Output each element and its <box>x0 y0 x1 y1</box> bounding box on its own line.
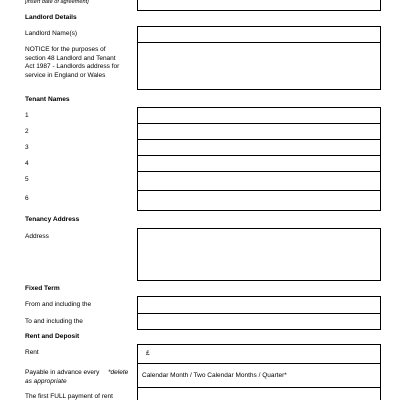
rent-amount-field[interactable] <box>137 344 381 364</box>
landlord-notice-line-3: Act 1987 - Landlords address for <box>25 63 120 70</box>
agreement-date-hint: [insert date of agreement] <box>25 0 89 5</box>
term-from-field[interactable] <box>137 296 381 314</box>
rent-and-deposit-heading: Rent and Deposit <box>25 333 80 340</box>
tenant-number-label: 6 <box>25 195 29 202</box>
landlord-name-label: Landlord Name(s) <box>25 30 78 37</box>
landlord-notice-line-4: service in England or Wales <box>25 71 106 79</box>
tenant-number-label: 5 <box>25 176 29 183</box>
first-payment-field[interactable] <box>137 387 381 400</box>
tenant-name-field[interactable] <box>137 155 381 172</box>
tenant-name-field[interactable] <box>137 123 381 140</box>
tenant-name-field[interactable] <box>137 190 381 211</box>
tenant-number-label: 4 <box>25 160 29 167</box>
agreement-date-field[interactable] <box>137 0 381 11</box>
landlord-notice-line-2: section 48 Landlord and Tenant <box>25 54 116 62</box>
landlord-details-heading: Landlord Details <box>25 14 77 21</box>
tenancy-address-label: Address <box>25 233 49 240</box>
tenancy-address-heading: Tenancy Address <box>25 216 80 223</box>
term-to-field[interactable] <box>137 313 381 330</box>
tenant-number-label: 3 <box>25 144 29 151</box>
landlord-notice-line-1: NOTICE for the purposes of <box>25 46 106 53</box>
tenant-names-heading: Tenant Names <box>25 96 70 103</box>
tenant-number-label: 1 <box>25 112 29 119</box>
first-payment-label: The first FULL payment of rent <box>25 393 113 400</box>
rent-label: Rent <box>25 349 39 356</box>
pound-sign: £ <box>146 350 150 357</box>
tenant-number-label: 2 <box>25 128 29 135</box>
tenancy-address-field[interactable] <box>137 228 381 281</box>
fixed-term-heading: Fixed Term <box>25 285 60 292</box>
landlord-service-address-field[interactable] <box>137 42 381 90</box>
tenant-name-field[interactable] <box>137 107 381 124</box>
as-appropriate-hint: as appropriate <box>25 377 67 385</box>
payment-frequency-field[interactable]: Calendar Month / Two Calendar Months / Quarter* <box>137 363 381 388</box>
tenant-name-field[interactable] <box>137 171 381 191</box>
landlord-name-field[interactable] <box>137 26 381 43</box>
payable-label: Payable in advance every <box>25 369 100 376</box>
delete-hint: *delete <box>108 369 129 376</box>
term-from-label: From and including the <box>25 301 92 308</box>
tenant-name-field[interactable] <box>137 139 381 156</box>
term-to-label: To and including the <box>25 318 83 325</box>
